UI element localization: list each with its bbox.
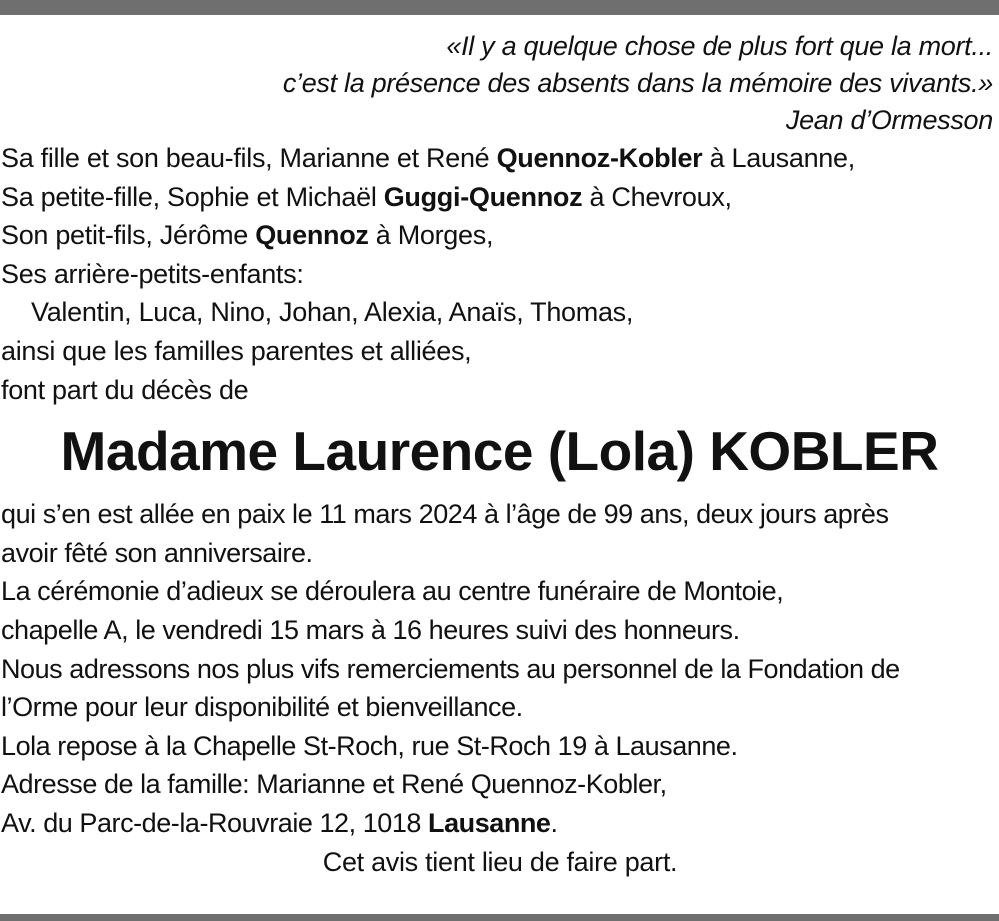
family-line-granddaughter-place: à Chevroux, — [582, 181, 732, 212]
quote-author: Jean d’Ormesson — [785, 105, 993, 135]
details-line-4: chapelle A, le vendredi 15 mars à 16 heures suivi des honneurs. — [1, 614, 740, 645]
funeral-details — [0, 495, 999, 881]
details-line-8: Adresse de la famille: Marianne et René Quennoz-Kobler, — [1, 769, 667, 800]
family-line-daughter-text: Sa fille et son beau-fils, Marianne et René — [1, 143, 497, 173]
details-line-9-period: . — [550, 807, 558, 838]
deceased-name: Madame Laurence (Lola) KOBLER — [60, 420, 939, 483]
family-line-relatives: ainsi que les familles parentes et alliées, — [1, 335, 472, 366]
details-line-7: Lola repose à la Chapelle St-Roch, rue St-Roch 19 à Lausanne. — [1, 730, 738, 761]
family-line-announce: font part du décès de — [1, 374, 249, 405]
family-announcement — [0, 139, 999, 409]
family-line-granddaughter — [1, 178, 999, 217]
details-city-lausanne: Lausanne — [428, 807, 551, 838]
quote-line-2: c’est la présence des absents dans la mémoire des vivants.» — [282, 68, 993, 98]
family-line-granddaughter-text: Sa petite-fille, Sophie et Michaël — [1, 181, 384, 212]
family-line-daughter — [1, 139, 999, 178]
closing-statement: Cet avis tient lieu de faire part. — [322, 846, 678, 877]
bottom-rule — [0, 914, 999, 921]
family-surname-guggi-quennoz: Guggi-Quennoz — [383, 181, 583, 212]
family-surname-quennoz-kobler: Quennoz-Kobler — [496, 143, 703, 173]
details-line-6: l’Orme pour leur disponibilité et bienveillance. — [1, 692, 523, 723]
family-line-great-grandchildren-names: Valentin, Luca, Nino, Johan, Alexia, Anaïs, Thomas, — [31, 297, 634, 328]
details-line-9-address: Av. du Parc-de-la-Rouvraie 12, 1018 — [1, 807, 429, 838]
family-line-grandson — [1, 216, 999, 255]
family-line-daughter-place: à Lausanne, — [702, 143, 855, 173]
details-line-1: qui s’en est allée en paix le 11 mars 2024 à l’âge de 99 ans, deux jours après — [1, 499, 889, 530]
epigraph-quote — [0, 28, 999, 139]
obituary-notice — [0, 28, 999, 881]
family-surname-quennoz: Quennoz — [255, 220, 369, 251]
family-line-great-grandchildren-label: Ses arrière-petits-enfants: — [1, 258, 304, 289]
family-line-grandson-place: à Morges, — [368, 220, 494, 251]
top-rule — [0, 0, 999, 15]
details-line-9 — [1, 804, 999, 843]
quote-line-1: «Il y a quelque chose de plus fort que la mort... — [446, 31, 993, 61]
details-line-5: Nous adressons nos plus vifs remerciements au personnel de la Fondation de — [1, 653, 900, 684]
family-line-grandson-text: Son petit-fils, Jérôme — [1, 220, 256, 251]
details-line-2: avoir fêté son anniversaire. — [1, 537, 313, 568]
details-line-3: La cérémonie d’adieux se déroulera au centre funéraire de Montoie, — [1, 576, 784, 607]
